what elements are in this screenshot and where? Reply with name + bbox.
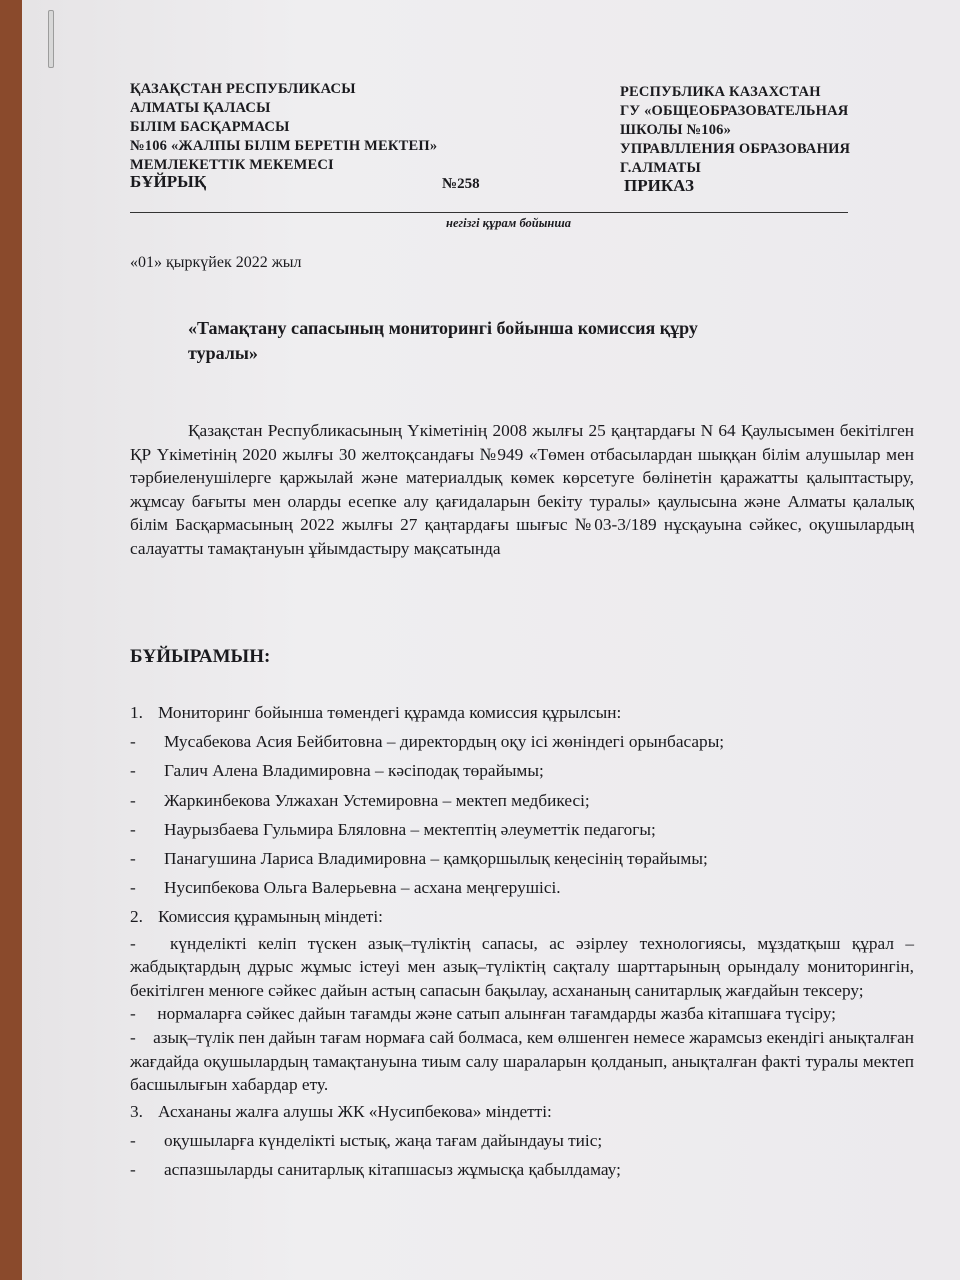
order-title: «Тамақтану сапасының мониторингі бойынша комиссия құру туралы»	[188, 318, 698, 363]
header-ru-line: ШКОЛЫ №106»	[620, 122, 732, 138]
header-ru-line: РЕСПУБЛИКА КАЗАХСТАН	[620, 84, 821, 100]
list-item-text: нормаларға сәйкес дайын тағамды және сатып алынған тағамдарды жазба кітапшаға түсіру;	[157, 1004, 836, 1024]
list-item: - Нусипбекова Ольга Валерьевна – асхана меңгерушісі.	[130, 873, 914, 902]
section-number: 1.	[130, 703, 143, 722]
list-item-text: оқушыларға күнделікті ыстық, жаңа тағам дайындауы тиіс;	[164, 1130, 603, 1150]
list-item-text: Жаркинбекова Улжахан Устемировна – мектеп медбикесі;	[164, 790, 590, 810]
list-item-text: Панагушина Лариса Владимировна – қамқоршылық кеңесінің төрайымы;	[164, 849, 708, 869]
list-item: - азық–түлік пен дайын тағам нормаға сай болмаса, кем өлшенген немесе жарамсыз екендігі анықталған жағдайда оқушылардың тамақтануына тиым салу шараларын қолданып, анықталған факті туралы мектеп басшылығын хабардар ету.	[130, 1028, 914, 1095]
order-number: №258	[442, 176, 480, 192]
header-ru-line: Г.АЛМАТЫ	[620, 160, 701, 176]
list-item: - күнделікті келіп түскен азық–түліктің сапасы, ас әзірлеу технологиясы, мұздатқыш құрал – жабдықтардың дұрыс жұмыс істеуі мен азық–түліктің сақталу шарттарының орындалу мониторингін, бекітілген менюге сәйкес дайын астың сапасын бақылау, асхананың санитарлық жағдайын тексеру;	[130, 933, 914, 1000]
section-heading-text: Асхананы жалға алушы ЖК «Нусипбекова» міндетті:	[158, 1101, 552, 1121]
order-label-kz: БҰЙРЫҚ	[130, 172, 207, 191]
list-item: - Жаркинбекова Улжахан Устемировна – мектеп медбикесі;	[130, 786, 914, 815]
header-kz-line: БІЛІМ БАСҚАРМАСЫ	[130, 119, 290, 135]
list-item: - Наурызбаева Гульмира Бляловна – мектептің әлеуметтік педагогы;	[130, 815, 914, 844]
preamble-paragraph: Қазақстан Республикасының Үкіметінің 2008 жылғы 25 қаңтардағы N 64 Қаулысымен бекітілген ҚР Үкіметінің 2020 жылғы 30 желтоқсандағы №949 «Төмен отбасылардан шыққан білім алушылар мен тәрбиеленушілерге қаржылай және материалдық көмек көрсетуге бөлінетін қаражатты қалыптастыру, жұмсау бағыты мен оларды есепке алу қағидаларын бекіту туралы» қаулысына және Алматы қалалық білім Басқармасының 2022 жылғы 27 қаңтардағы шығыс №03-3/189 нұсқауына сәйкес, оқушылардың салауатты тамақтануын ұйымдастыру мақсатында	[130, 421, 914, 558]
header-kazakh	[130, 80, 550, 175]
list-item-text: Мусабекова Асия Бейбитовна – директордың оқу ісі жөніндегі орынбасары;	[164, 732, 725, 752]
section-heading-text: Мониторинг бойынша төмендегі құрамда комиссия құрылсын:	[158, 703, 622, 722]
section-number: 2.	[130, 907, 143, 927]
list-item: - нормаларға сәйкес дайын тағамды және сатып алынған тағамдарды жазба кітапшаға түсіру;	[130, 1004, 836, 1024]
header-kz-line: №106 «ЖАЛПЫ БІЛІМ БЕРЕТІН МЕКТЕП»	[130, 138, 438, 154]
list-item-text: азық–түлік пен дайын тағам нормаға сай болмаса, кем өлшенген немесе жарамсыз екендігі анықталған жағдайда оқушылардың тамақтануына тиым салу шараларын қолданып, анықталған факті туралы мектеп басшылығын хабардар ету.	[130, 1028, 914, 1095]
section-heading	[130, 902, 914, 931]
header-divider	[130, 212, 848, 213]
order-sections	[130, 698, 914, 1184]
section-number: 3.	[130, 1101, 143, 1121]
decree-heading: БҰЙЫРАМЫН:	[130, 646, 271, 667]
order-subtitle: негізгі құрам бойынша	[446, 216, 571, 230]
document-page	[22, 0, 960, 1280]
list-item: - оқушыларға күнделікті ыстық, жаңа тағам дайындауы тиіс;	[130, 1126, 914, 1155]
order-label-ru: ПРИКАЗ	[624, 176, 694, 195]
list-item: - аспазшыларды санитарлық кітапшасыз жұмысқа қабылдамау;	[130, 1155, 914, 1184]
list-item: - Галич Алена Владимировна – кәсіподақ төрайымы;	[130, 756, 914, 785]
staple-mark	[48, 10, 54, 68]
section-heading	[130, 698, 914, 727]
header-kz-line: АЛМАТЫ ҚАЛАСЫ	[130, 100, 271, 116]
section-heading-text: Комиссия құрамының міндеті:	[158, 907, 383, 927]
list-item-text: күнделікті келіп түскен азық–түліктің сапасы, ас әзірлеу технологиясы, мұздатқыш құрал – жабдықтардың дұрыс жұмыс істеуі мен азық–түліктің сақталу шарттарының орындалу мониторингін, бекітілген менюге сәйкес дайын астың сапасын бақылау, асхананың санитарлық жағдайын тексеру;	[130, 933, 914, 1000]
list-item-text: Галич Алена Владимировна – кәсіподақ төрайымы;	[164, 761, 544, 781]
header-russian	[620, 83, 940, 178]
header-ru-line: ГУ «ОБЩЕОБРАЗОВАТЕЛЬНАЯ	[620, 103, 849, 119]
list-item-text: Наурызбаева Гульмира Бляловна – мектептің әлеуметтік педагогы;	[164, 819, 656, 839]
list-item-text: Нусипбекова Ольга Валерьевна – асхана меңгерушісі.	[164, 878, 561, 898]
section-heading	[130, 1097, 914, 1126]
list-item: - Панагушина Лариса Владимировна – қамқоршылық кеңесінің төрайымы;	[130, 844, 914, 873]
header-kz-line: МЕМЛЕКЕТТІК МЕКЕМЕСІ	[130, 157, 334, 173]
list-item-text: аспазшыларды санитарлық кітапшасыз жұмысқа қабылдамау;	[164, 1160, 621, 1180]
list-item: - Мусабекова Асия Бейбитовна – директордың оқу ісі жөніндегі орынбасары;	[130, 727, 914, 756]
header-ru-line: УПРАВЛЛЕНИЯ ОБРАЗОВАНИЯ	[620, 141, 851, 157]
header-kz-line: ҚАЗАҚСТАН РЕСПУБЛИКАСЫ	[130, 81, 356, 97]
order-date: «01» қыркүйек 2022 жыл	[130, 254, 302, 271]
